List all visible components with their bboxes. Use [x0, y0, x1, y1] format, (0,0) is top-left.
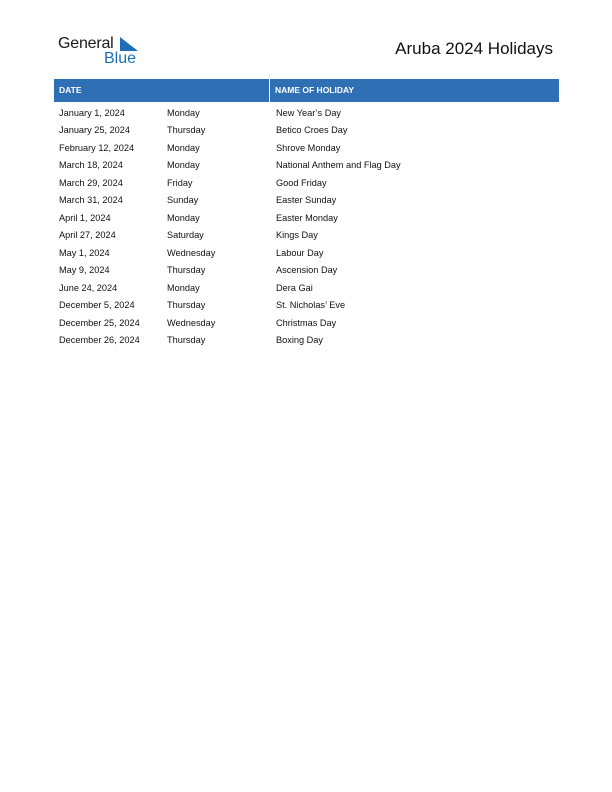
cell-weekday: Saturday [167, 230, 204, 241]
cell-date: March 29, 2024 [59, 177, 123, 188]
cell-date: March 31, 2024 [59, 195, 123, 206]
cell-date: January 25, 2024 [59, 125, 131, 136]
cell-holiday-name: Good Friday [276, 177, 327, 188]
cell-weekday: Monday [167, 142, 200, 153]
table-row [54, 192, 559, 210]
cell-holiday-name: St. Nicholas’ Eve [276, 300, 346, 311]
holiday-table [54, 79, 559, 349]
cell-weekday: Monday [167, 107, 200, 118]
cell-weekday: Wednesday [167, 247, 216, 258]
table-row [54, 262, 559, 280]
page-title: Aruba 2024 Holidays [395, 39, 553, 58]
table-row [54, 139, 559, 157]
cell-holiday-name: Shrove Monday [276, 142, 341, 153]
cell-weekday: Thursday [167, 335, 206, 346]
table-row [54, 227, 559, 245]
table-row [54, 104, 559, 122]
cell-date: February 12, 2024 [59, 142, 135, 153]
generalblue-logo [58, 34, 148, 68]
logo-text-general: General [58, 35, 114, 52]
cell-holiday-name: New Year’s Day [276, 107, 342, 118]
cell-holiday-name: Labour Day [276, 247, 324, 258]
table-row [54, 157, 559, 175]
table-header [54, 79, 559, 102]
cell-weekday: Monday [167, 212, 200, 223]
cell-holiday-name: Betico Croes Day [276, 125, 348, 136]
cell-weekday: Thursday [167, 300, 206, 311]
cell-weekday: Thursday [167, 265, 206, 276]
cell-holiday-name: Dera Gai [276, 282, 313, 293]
cell-holiday-name: National Anthem and Flag Day [276, 160, 401, 171]
cell-weekday: Friday [167, 177, 193, 188]
cell-holiday-name: Ascension Day [276, 265, 338, 276]
table-row [54, 297, 559, 315]
logo-text-blue: Blue [104, 50, 137, 67]
header-holiday-name: NAME OF HOLIDAY [275, 85, 355, 95]
cell-date: December 26, 2024 [59, 335, 140, 346]
cell-date: April 1, 2024 [59, 212, 111, 223]
cell-date: March 18, 2024 [59, 160, 123, 171]
cell-date: April 27, 2024 [59, 230, 116, 241]
table-row [54, 209, 559, 227]
table-row [54, 332, 559, 350]
cell-date: December 25, 2024 [59, 317, 140, 328]
cell-holiday-name: Easter Sunday [276, 195, 337, 206]
cell-weekday: Thursday [167, 125, 206, 136]
cell-date: January 1, 2024 [59, 107, 125, 118]
cell-holiday-name: Easter Monday [276, 212, 338, 223]
cell-date: May 9, 2024 [59, 265, 110, 276]
table-row [54, 122, 559, 140]
cell-weekday: Wednesday [167, 317, 216, 328]
cell-date: December 5, 2024 [59, 300, 135, 311]
cell-weekday: Monday [167, 282, 200, 293]
cell-holiday-name: Kings Day [276, 230, 318, 241]
cell-date: May 1, 2024 [59, 247, 110, 258]
table-row [54, 314, 559, 332]
cell-weekday: Monday [167, 160, 200, 171]
cell-holiday-name: Boxing Day [276, 335, 323, 346]
table-row [54, 174, 559, 192]
table-row [54, 279, 559, 297]
table-row [54, 244, 559, 262]
cell-holiday-name: Christmas Day [276, 317, 337, 328]
table-body [54, 102, 559, 349]
header-date: DATE [54, 79, 270, 102]
cell-date: June 24, 2024 [59, 282, 118, 293]
cell-weekday: Sunday [167, 195, 199, 206]
